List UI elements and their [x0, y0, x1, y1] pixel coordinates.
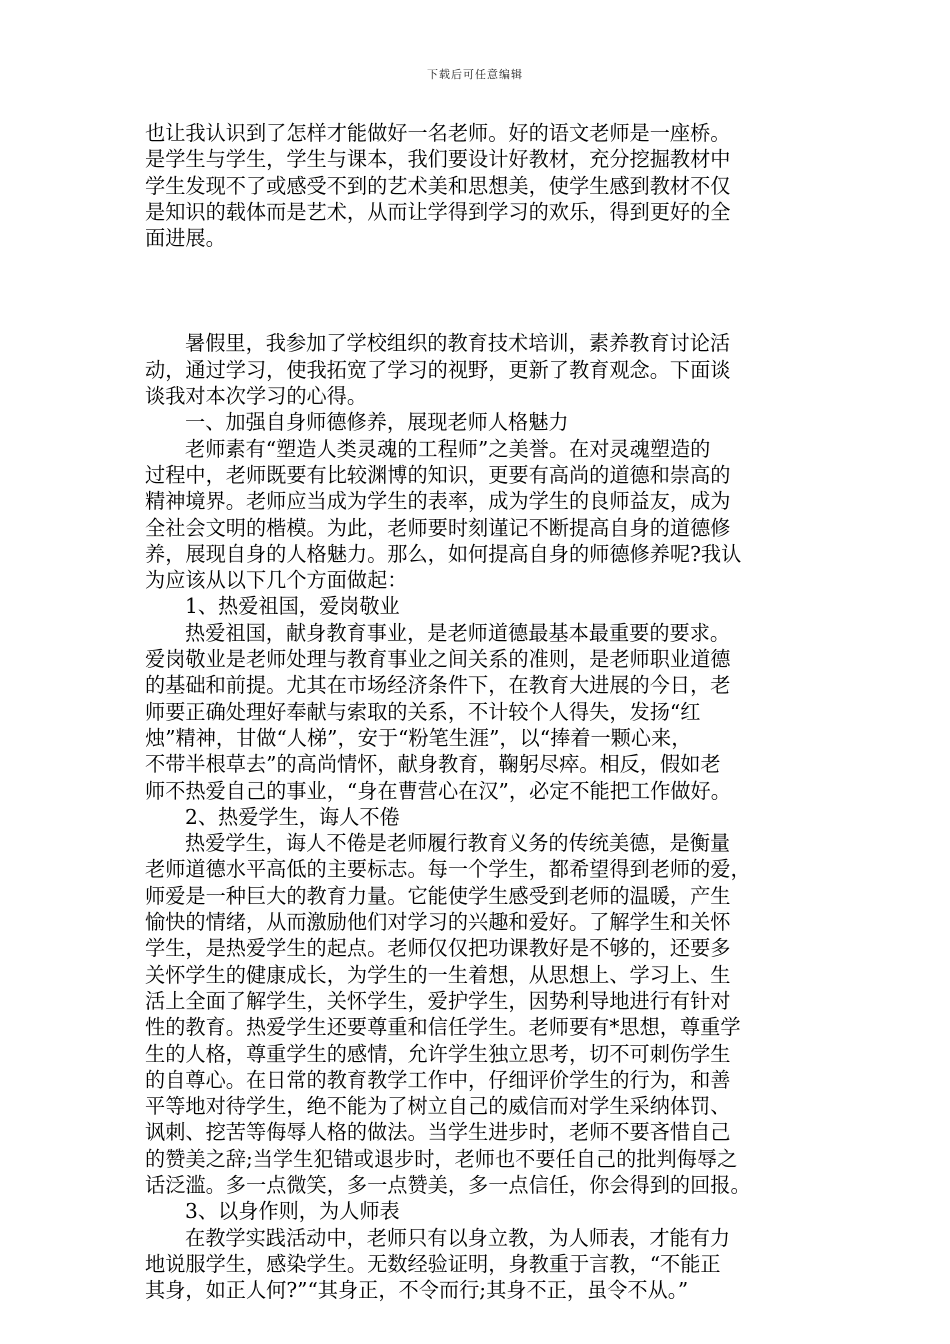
- body-text-line: 其身，如正人何?”“其身正，不令而行;其身不正，虽令不从。”: [145, 1278, 689, 1303]
- body-text-line: 关怀学生的健康成长，为学生的一生着想，从思想上、学习上、生: [145, 962, 731, 987]
- body-text-line: 师不热爱自己的事业，“身在曹营心在汉”，必定不能把工作做好。: [145, 778, 731, 803]
- intro-text-line: 学生发现不了或感受不到的艺术美和思想美，使学生感到教材不仅: [145, 173, 731, 198]
- body-text-line: 师爱是一种巨大的教育力量。它能使学生感受到老师的温暖，产生: [145, 883, 731, 908]
- paragraph-first-line: 一、加强自身师德修养，展现老师人格魅力: [185, 410, 569, 435]
- body-text-line: 的赞美之辞;当学生犯错或退步时，老师也不要任自己的批判侮辱之: [145, 1146, 738, 1171]
- body-text-line: 精神境界。老师应当成为学生的表率，成为学生的良师益友，成为: [145, 489, 731, 514]
- body-text-line: 讽刺、挖苦等侮辱人格的做法。当学生进步时，老师不要吝惜自己: [145, 1120, 731, 1145]
- paragraph-first-line: 1、热爱祖国，爱岗敬业: [185, 594, 400, 619]
- body-text-line: 的自尊心。在日常的教育教学工作中，仔细评价学生的行为，和善: [145, 1067, 731, 1092]
- body-text-line: 学生，是热爱学生的起点。老师仅仅把功课教好是不够的，还要多: [145, 936, 731, 961]
- paragraph-first-line: 老师素有“塑造人类灵魂的工程师”之美誉。在对灵魂塑造的: [185, 436, 711, 461]
- body-text-line: 为应该从以下几个方面做起：: [145, 568, 408, 593]
- body-text-line: 老师道德水平高低的主要标志。每一个学生，都希望得到老师的爱，: [145, 857, 751, 882]
- paragraph-first-line: 暑假里，我参加了学校组织的教育技术培训，素养教育讨论活: [185, 331, 731, 356]
- intro-text-line: 是知识的载体而是艺术，从而让学得到学习的欢乐，得到更好的全: [145, 199, 731, 224]
- body-text-line: 生的人格，尊重学生的感情，允许学生独立思考，切不可刺伤学生: [145, 1041, 731, 1066]
- body-text-line: 动，通过学习，使我拓宽了学习的视野，更新了教育观念。下面谈: [145, 357, 731, 382]
- paragraph-first-line: 3、以身作则，为人师表: [185, 1199, 400, 1224]
- body-text-line: 地说服学生，感染学生。无数经验证明，身教重于言教，“不能正: [145, 1251, 721, 1276]
- body-text-line: 爱岗敬业是老师处理与教育事业之间关系的准则，是老师职业道德: [145, 647, 731, 672]
- body-text-line: 养，展现自身的人格魅力。那么，如何提高自身的师德修养呢?我认: [145, 541, 742, 566]
- body-text-line: 过程中，老师既要有比较渊博的知识，更要有高尚的道德和崇高的: [145, 462, 731, 487]
- body-text-line: 活上全面了解学生，关怀学生，爱护学生，因势利导地进行有针对: [145, 988, 731, 1013]
- intro-text-line: 也让我认识到了怎样才能做好一名老师。好的语文老师是一座桥。: [145, 121, 731, 145]
- document-body: [145, 120, 805, 1303]
- body-text-line: 谈我对本次学习的心得。: [145, 384, 368, 409]
- paragraph-first-line: 2、热爱学生，诲人不倦: [185, 804, 400, 829]
- body-text-line: 性的教育。热爱学生还要尊重和信任学生。老师要有*思想，尊重学: [145, 1015, 741, 1040]
- page-header: 下载后可任意编辑: [427, 68, 523, 81]
- body-text-line: 烛”精神，甘做“人梯”，安于“粉笔生涯”，以“捧着一颗心来，: [145, 725, 692, 750]
- body-text-line: 话泛滥。多一点微笑，多一点赞美，多一点信任，你会得到的回报。: [145, 1172, 751, 1197]
- body-text-line: 的基础和前提。尤其在市场经济条件下，在教育大进展的今日，老: [145, 673, 731, 698]
- intro-text-line: 是学生与学生，学生与课本，我们要设计好教材，充分挖掘教材中: [145, 147, 731, 172]
- paragraph-first-line: 在教学实践活动中，老师只有以身立教，为人师表，才能有力: [185, 1225, 731, 1250]
- body-text-line: 平等地对待学生，绝不能为了树立自己的威信而对学生采纳体罚、: [145, 1094, 731, 1119]
- intro-text-line: 面进展。: [145, 226, 226, 251]
- body-text-line: 不带半根草去”的高尚情怀，献身教育，鞠躬尽瘁。相反，假如老: [145, 752, 721, 777]
- body-text-line: 愉快的情绪，从而激励他们对学习的兴趣和爱好。了解学生和关怀: [145, 910, 731, 935]
- body-text-line: 师要正确处理好奉献与索取的关系，不计较个人得失，发扬“红: [145, 699, 701, 724]
- body-text-line: 全社会文明的楷模。为此，老师要时刻谨记不断提高自身的道德修: [145, 515, 731, 540]
- paragraph-gap: [145, 251, 805, 330]
- paragraph-first-line: 热爱祖国，献身教育事业，是老师道德最基本最重要的要求。: [185, 620, 731, 645]
- paragraph-first-line: 热爱学生，诲人不倦是老师履行教育义务的传统美德，是衡量: [185, 831, 731, 856]
